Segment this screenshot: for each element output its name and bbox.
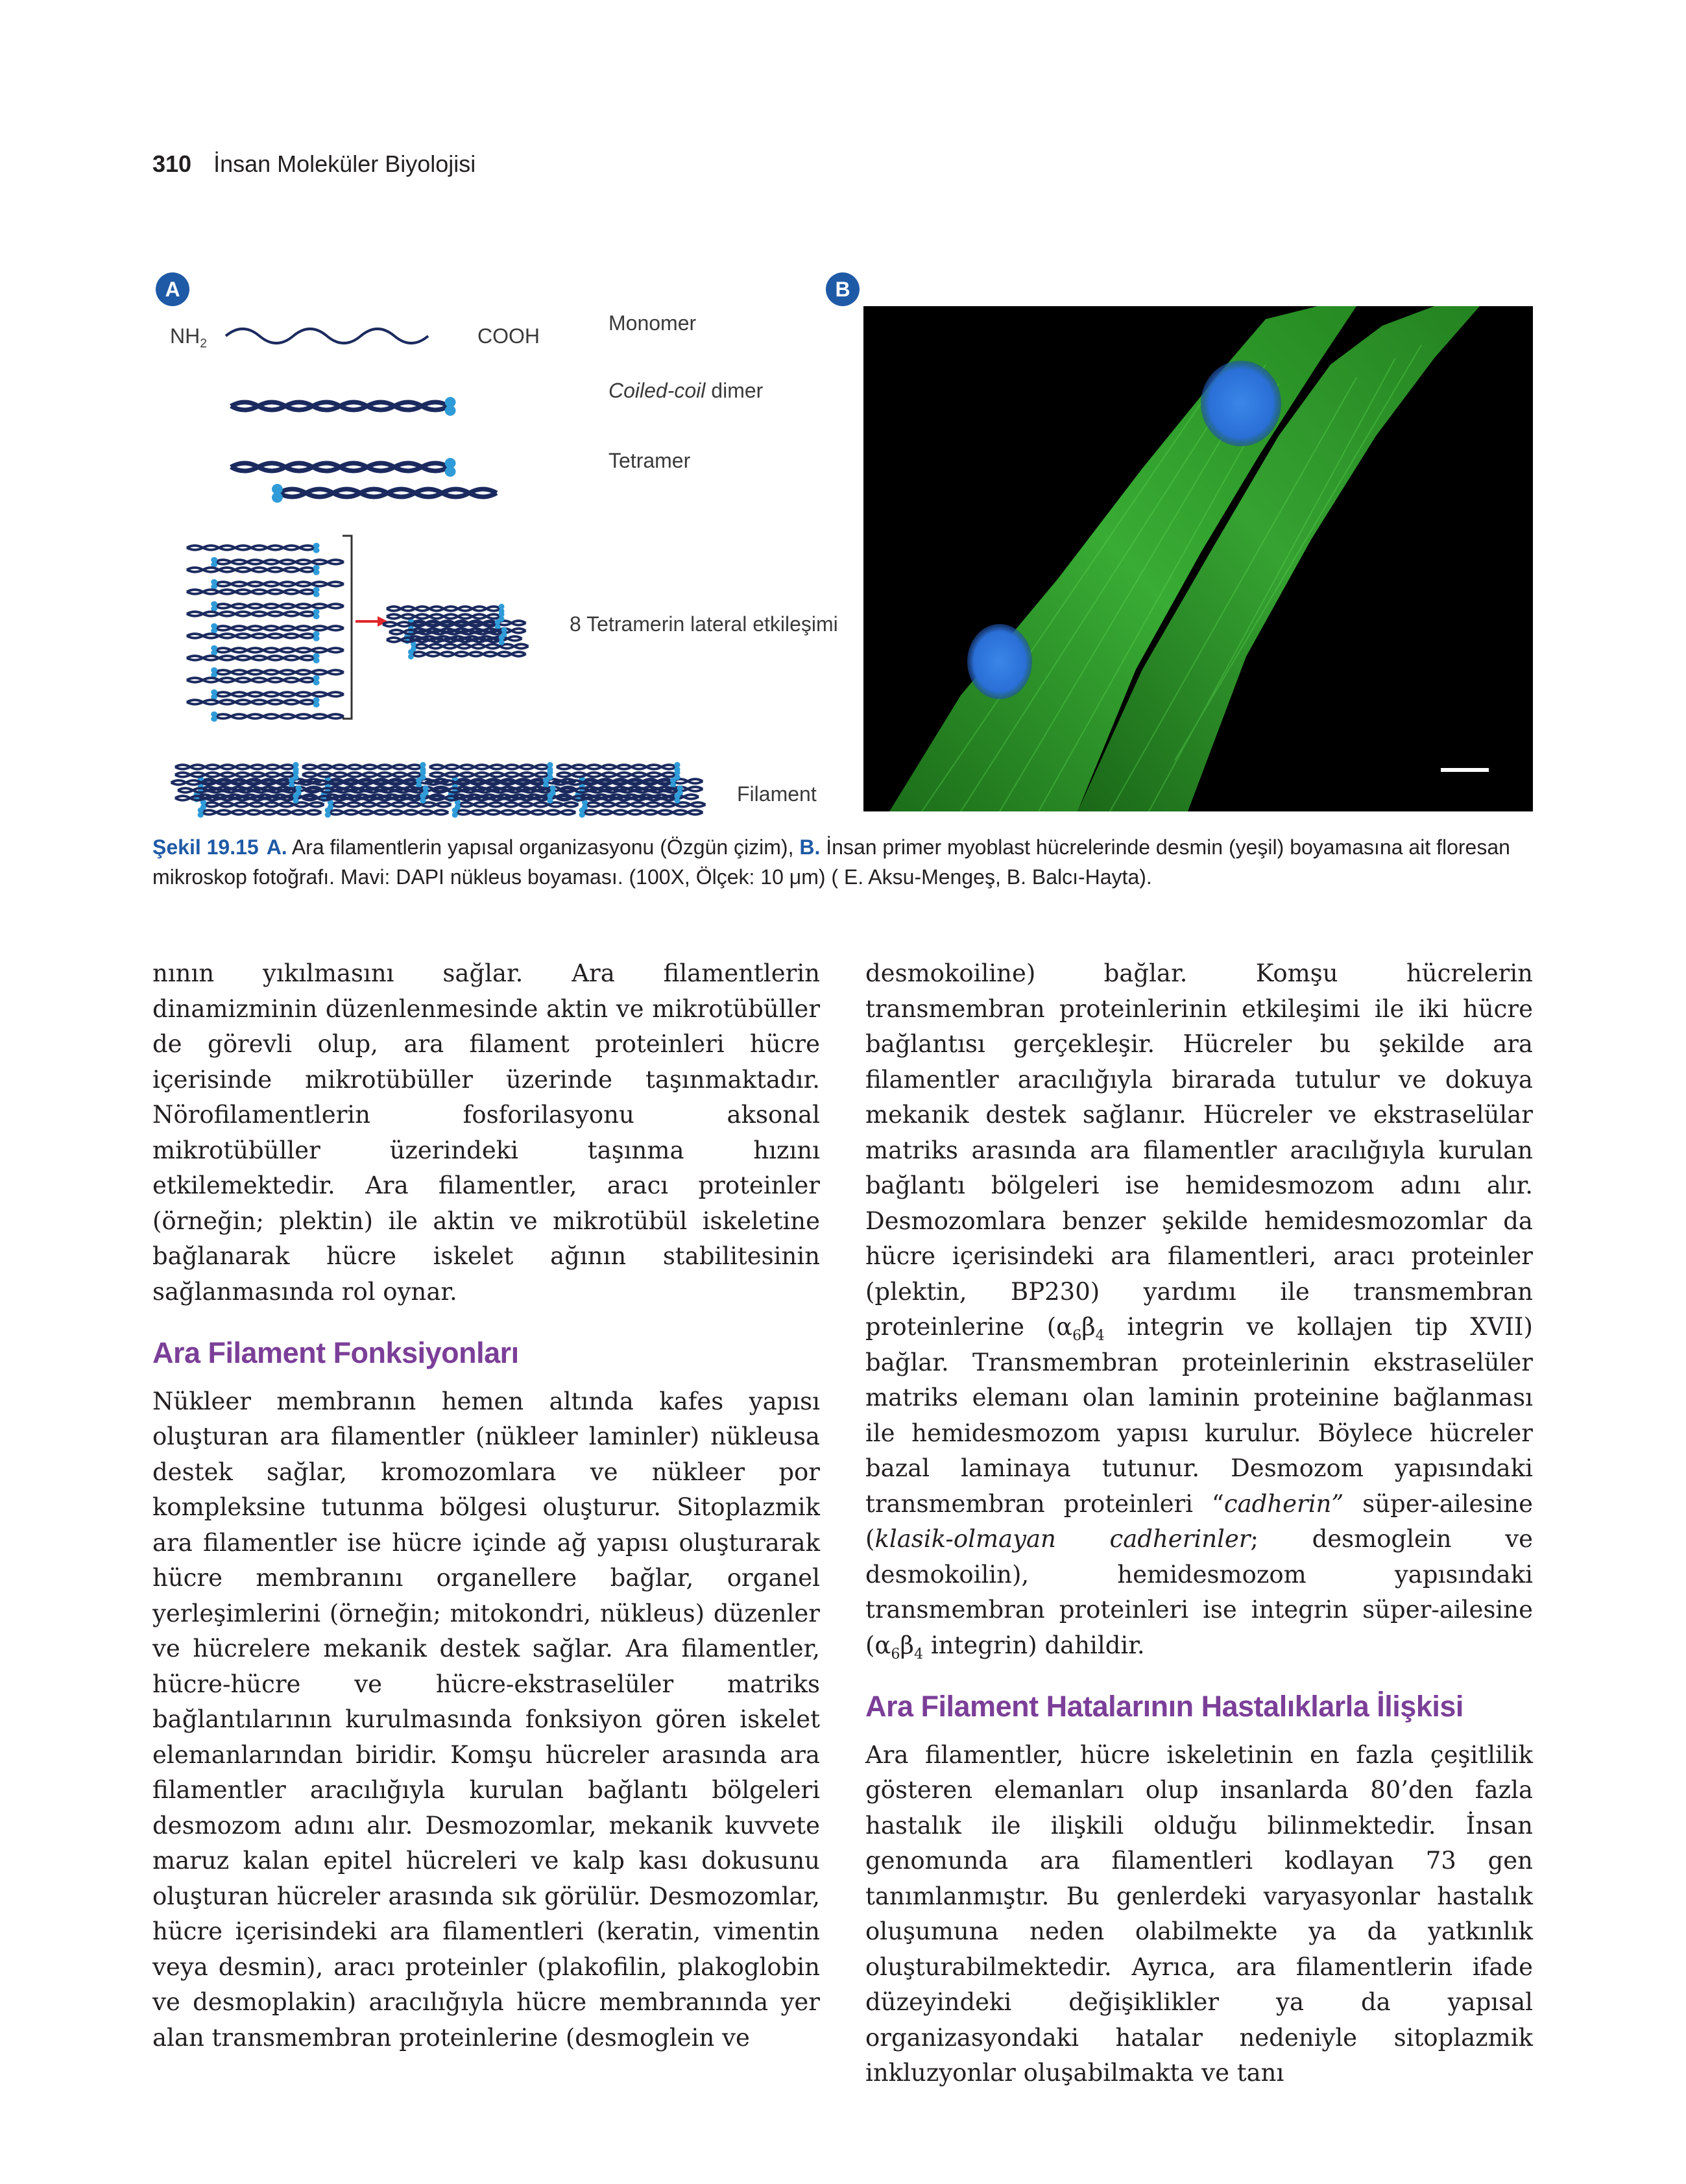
- page-number: 310: [152, 150, 192, 177]
- stage-tetramer-label: Tetramer: [608, 449, 691, 472]
- stage-monomer-label: Monomer: [608, 311, 697, 335]
- panel-a-badge: A: [156, 272, 189, 306]
- right-paragraph-2: Ara filamentler, hücre iskeletinin en fazla çeşitlilik gösteren elemanları olup insanlarda 80’den fazla hastalık ile ilişkili olduğu bilinmektedir. İnsan genomunda ara filamentleri kodlayan 73 gen tanımlanmıştır. Bu genlerdeki varyasyonlar hastalık oluşumuna neden olabilmekte ya da yatkınlık oluşturabilmektedir. Ayrıca, ara filamentlerin ifade düzeyindeki değişiklikler ya da yapısal organizasyondaki hatalar nedeniyle sitoplazmik inkluzyonlar oluşabilmakta ve tanı: [865, 1740, 1533, 2087]
- heading-hastaliklarla-iliskisi: Ara Filament Hatalarının Hastalıklarla İlişkisi: [865, 1690, 1463, 1723]
- caption-part-b: B.: [799, 835, 821, 859]
- stage-dimer-label: Coiled-coil dimer: [608, 379, 764, 402]
- left-paragraph-2: Nükleer membranın hemen altında kafes yapısı oluşturan ara filamentler (nükleer laminler) nükleusa destek sağlar, kromozomlara ve nükleer por kompleksine tutunma bölgesi oluşturur. Sitoplazmik ara filamentler ise hücre içinde ağ yapısı oluşturarak hücre membranını organellere bağlar, organel yerleşimlerini (örneğin; mitokondri, nükleus) düzenler ve hücrelere mekanik destek sağlar. Ara filamentler, hücre-hücre ve hücre-ekstraselüler matriks bağlantılarının kurulmasında fonksiyon gören iskelet elemanlarından biridir. Komşu hücreler arasında ara filamentler aracılığıyla kurulan bağlantı bölgeleri desmozom adını alır. Desmozomlar, mekanik kuvvete maruz kalan epitel hücreleri ve kalp kası dokusunu oluşturan hücreler arasında sık görülür. Desmozomlar, hücre içerisindeki ara filamentleri (keratin, vimentin veya desmin), aracı proteinler (plakofilin, plakoglobin ve desmoplakin) aracılığıyla hücre membranında yer alan transmembran proteinlerine (desmoglein ve: [152, 1387, 820, 2052]
- tetramer-strand: [231, 458, 497, 503]
- left-column: [152, 956, 820, 2056]
- right-paragraph-1: desmokoiline) bağlar. Komşu hücrelerin transmembran proteinlerinin etkileşimi ile iki hücre bağlantısı gerçekleşir. Hücreler bu şekilde ara filamentler aracılığıyla birarada tutulur ve dokuya mekanik destek sağlanır. Hücreler ve ekstraselülar matriks arasında ara filamentler aracılığıyla kurulan bağlantı bölgeleri ise hemidesmozom adını alır. Desmozomlara benzer şekilde hemidesmozomlar da hücre içerisindeki ara filamentleri, aracı proteinler (plektin, BP230) yardımı ile transmembran proteinlerine ($\alpha_6\beta_4$ integrin ve kollajen tip XVII) bağlar. Transmembran proteinlerinin ekstraselüler matriks elemanı olan laminin proteinine bağlanması ile hemidesmozom yapısı kurulur. Böylece hücreler bazal laminaya tutunur. Desmozom yapısındaki transmembran proteinleri “cadherin” süper-ailesine (klasik-olmayan cadherinler; desmoglein ve desmokoilin), hemidesmozom yapısındaki transmembran proteinleri ise integrin süper-ailesine ($\alpha_6\beta_4$ integrin) dahildir.: [865, 959, 1534, 1662]
- stage-filament-label: Filament: [737, 782, 817, 806]
- monomer-strand: [226, 329, 428, 343]
- figure-caption: [152, 832, 1533, 892]
- fluorescence-micrograph: [863, 306, 1533, 811]
- nh2-label: $NH_2$: [170, 324, 207, 351]
- filament-bundle: [171, 762, 706, 818]
- nucleus-upper: [1201, 361, 1281, 446]
- caption-text-b: İnsan primer myoblast hücrelerinde desmin (yeşil) boyamasına ait floresan mikroskop fotoğrafı. Mavi: DAPI nükleus boyaması. (100X, Ölçek: 10 μm) ( E. Aksu-Mengeş, B. Balcı-Hayta).: [152, 835, 1510, 889]
- scale-bar: [1441, 768, 1489, 772]
- cooh-label: COOH: [477, 324, 540, 348]
- heading-ara-filament-fonksiyonlari: Ara Filament Fonksiyonları: [152, 1336, 519, 1369]
- lateral-bundle: [383, 604, 529, 660]
- caption-text-a: Ara filamentlerin yapısal organizasyonu (Özgün çizim),: [287, 835, 800, 859]
- dimer-strand: [231, 397, 456, 416]
- book-title: İnsan Moleküler Biyolojisi: [213, 150, 476, 177]
- caption-part-a: A.: [266, 835, 287, 859]
- nucleus-lower: [967, 624, 1032, 699]
- tetramer-stack: [187, 543, 344, 722]
- left-paragraph-1: nının yıkılmasını sağlar. Ara filamentlerin dinamizminin düzenlenmesinde aktin ve mikrotübüller de görevli olup, ara filament proteinleri hücre içerisinde mikrotübüller üzerinde taşınmaktadır. Nörofilamentlerin fosforilasyonu aksonal mikrotübüller üzerindeki taşınma hızını etkilemektedir. Ara filamentler, aracı proteinler (örneğin; plektin) ile aktin ve mikrotübül iskeletine bağlanarak hücre iskelet ağının stabilitesinin sağlanmasında rol oynar.: [152, 959, 820, 1306]
- panel-b-badge: B: [826, 272, 860, 306]
- caption-label: Şekil 19.15: [152, 835, 259, 859]
- stage-lateral-label: 8 Tetramerin lateral etkileşimi: [570, 612, 838, 636]
- filament-assembly-diagram: [0, 0, 863, 843]
- right-column: [865, 956, 1533, 2091]
